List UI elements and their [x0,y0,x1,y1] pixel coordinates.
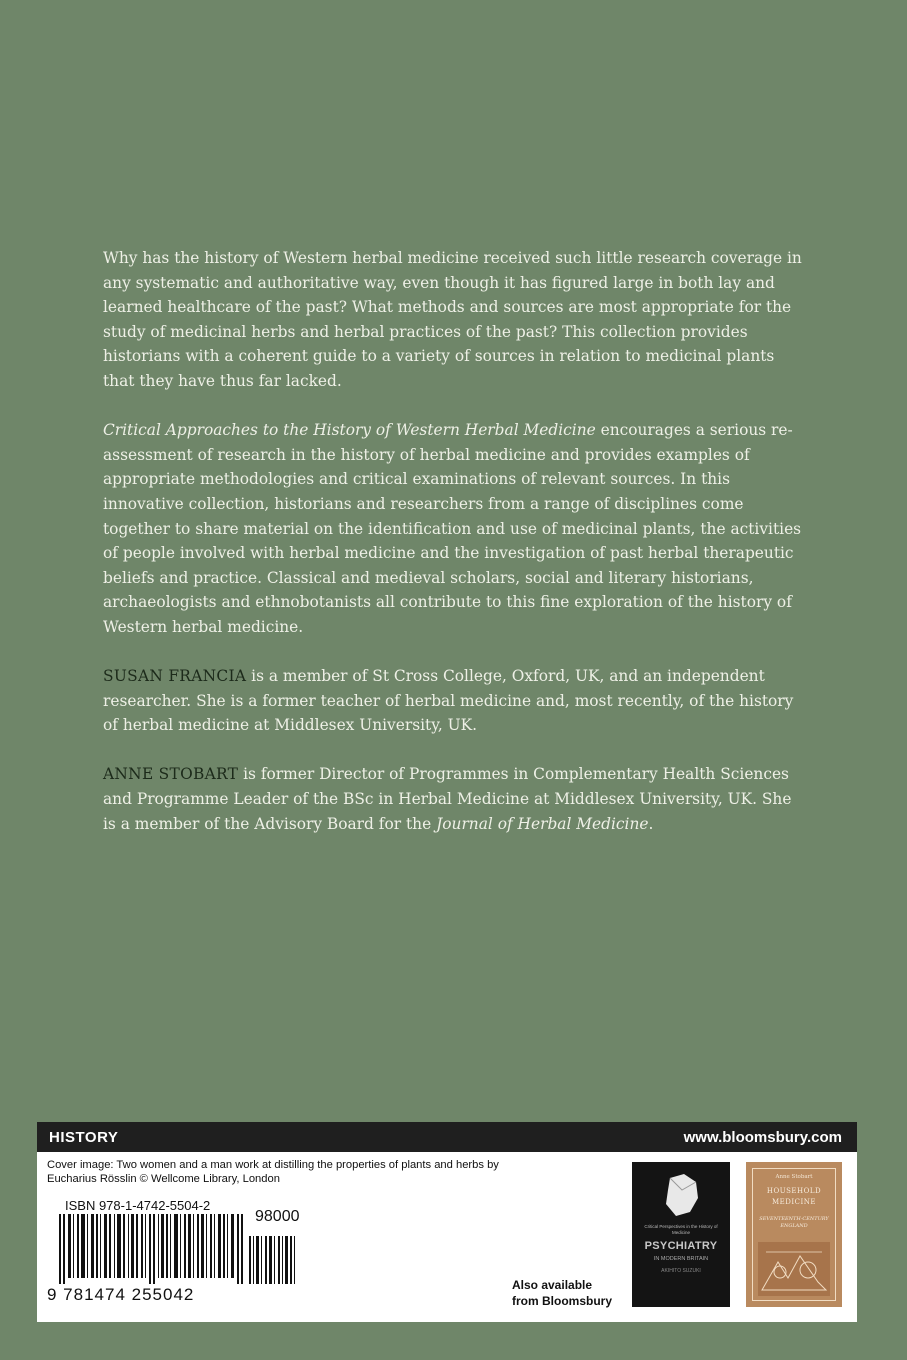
author-bio-text: is former Director of Programmes in Complementary Health Sciences and Programme Leader of the BSc in Herbal Medicine at Middlesex University, UK. She is a member of the Advisory Board for the [103,765,792,833]
back-cover-footer [37,1122,857,1322]
journal-title: Journal of Herbal Medicine [436,814,649,833]
related-book-psychiatry-cover[interactable] [632,1162,730,1307]
also-available-line: Also available [512,1278,593,1292]
book-author: AKIHITO SUZUKI [661,1268,701,1274]
author-name: ANNE STOBART [103,765,239,784]
blurb-paragraph-2 [103,418,803,639]
author-bio-stobart [103,762,803,836]
category-label: HISTORY [49,1128,119,1146]
author-bio-text: is a member of St Cross College, Oxford, UK, and an independent researcher. She is a former teacher of herbal medicine and, most recently, of the history of herbal medicine at Middlesex University, UK. [103,667,794,735]
author-name: SUSAN FRANCIA [103,667,247,686]
book-series-text: Critical Perspectives in the History of Medicine [644,1224,718,1235]
book-title-italic: Critical Approaches to the History of Western Herbal Medicine [103,421,596,440]
also-available-line: from Bloomsbury [512,1294,613,1308]
book-author: Anne Stobart [775,1174,813,1180]
book-subtitle: IN MODERN BRITAIN [653,1256,709,1262]
blurb-paragraph-1: Why has the history of Western herbal medicine received such little research coverage in any systematic and authoritative way, even though it has figured large in both lay and learned healthcare of the past? What methods and sources are most appropriate for the study of medicinal herbs and herbal practices of the past? This collection provides historians with a coherent guide to a variety of sources in relation to medicinal plants that they have thus far lacked. [103,249,802,390]
category-bar [37,1122,857,1152]
author-bio-francia [103,664,803,738]
also-available-label [512,1277,612,1309]
book-illustration-icon [758,1242,830,1296]
isbn-label: ISBN 978-1-4742-5504-2 [65,1198,211,1213]
book-title: HOUSEHOLD MEDICINE [766,1187,822,1206]
price-code: 98000 [255,1208,300,1225]
related-book-household-medicine-cover[interactable] [746,1162,842,1307]
crumpled-paper-icon [662,1172,702,1220]
book-subtitle: SEVENTEENTH-CENTURY ENGLAND [759,1216,829,1229]
author-bio-end: . [648,814,654,833]
cover-image-credit: Cover image: Two women and a man work at distilling the properties of plants and herbs by Eucharius Rösslin © Wellcome Library, London [47,1159,499,1185]
blurb-paragraph-2-text: encourages a serious re-assessment of research in the history of herbal medicine and provides examples of appropriate methodologies and critical examinations of relevant sources. In this innovative collection, historians and researchers from a range of disciplines come together to share material on the identification and use of medicinal plants, the activities of people involved with herbal medicine and the investigation of past herbal therapeutic beliefs and practice. Classical and medieval scholars, social and literary historians, archaeologists and ethnobotanists all contribute to this fine exploration of the history of Western herbal medicine. [103,421,802,636]
publisher-website-link[interactable]: www.bloomsbury.com [683,1128,842,1146]
back-cover-blurb [103,246,803,861]
barcode-digits: 9 781474 255042 [47,1285,195,1304]
book-title: PSYCHIATRY [644,1240,718,1252]
